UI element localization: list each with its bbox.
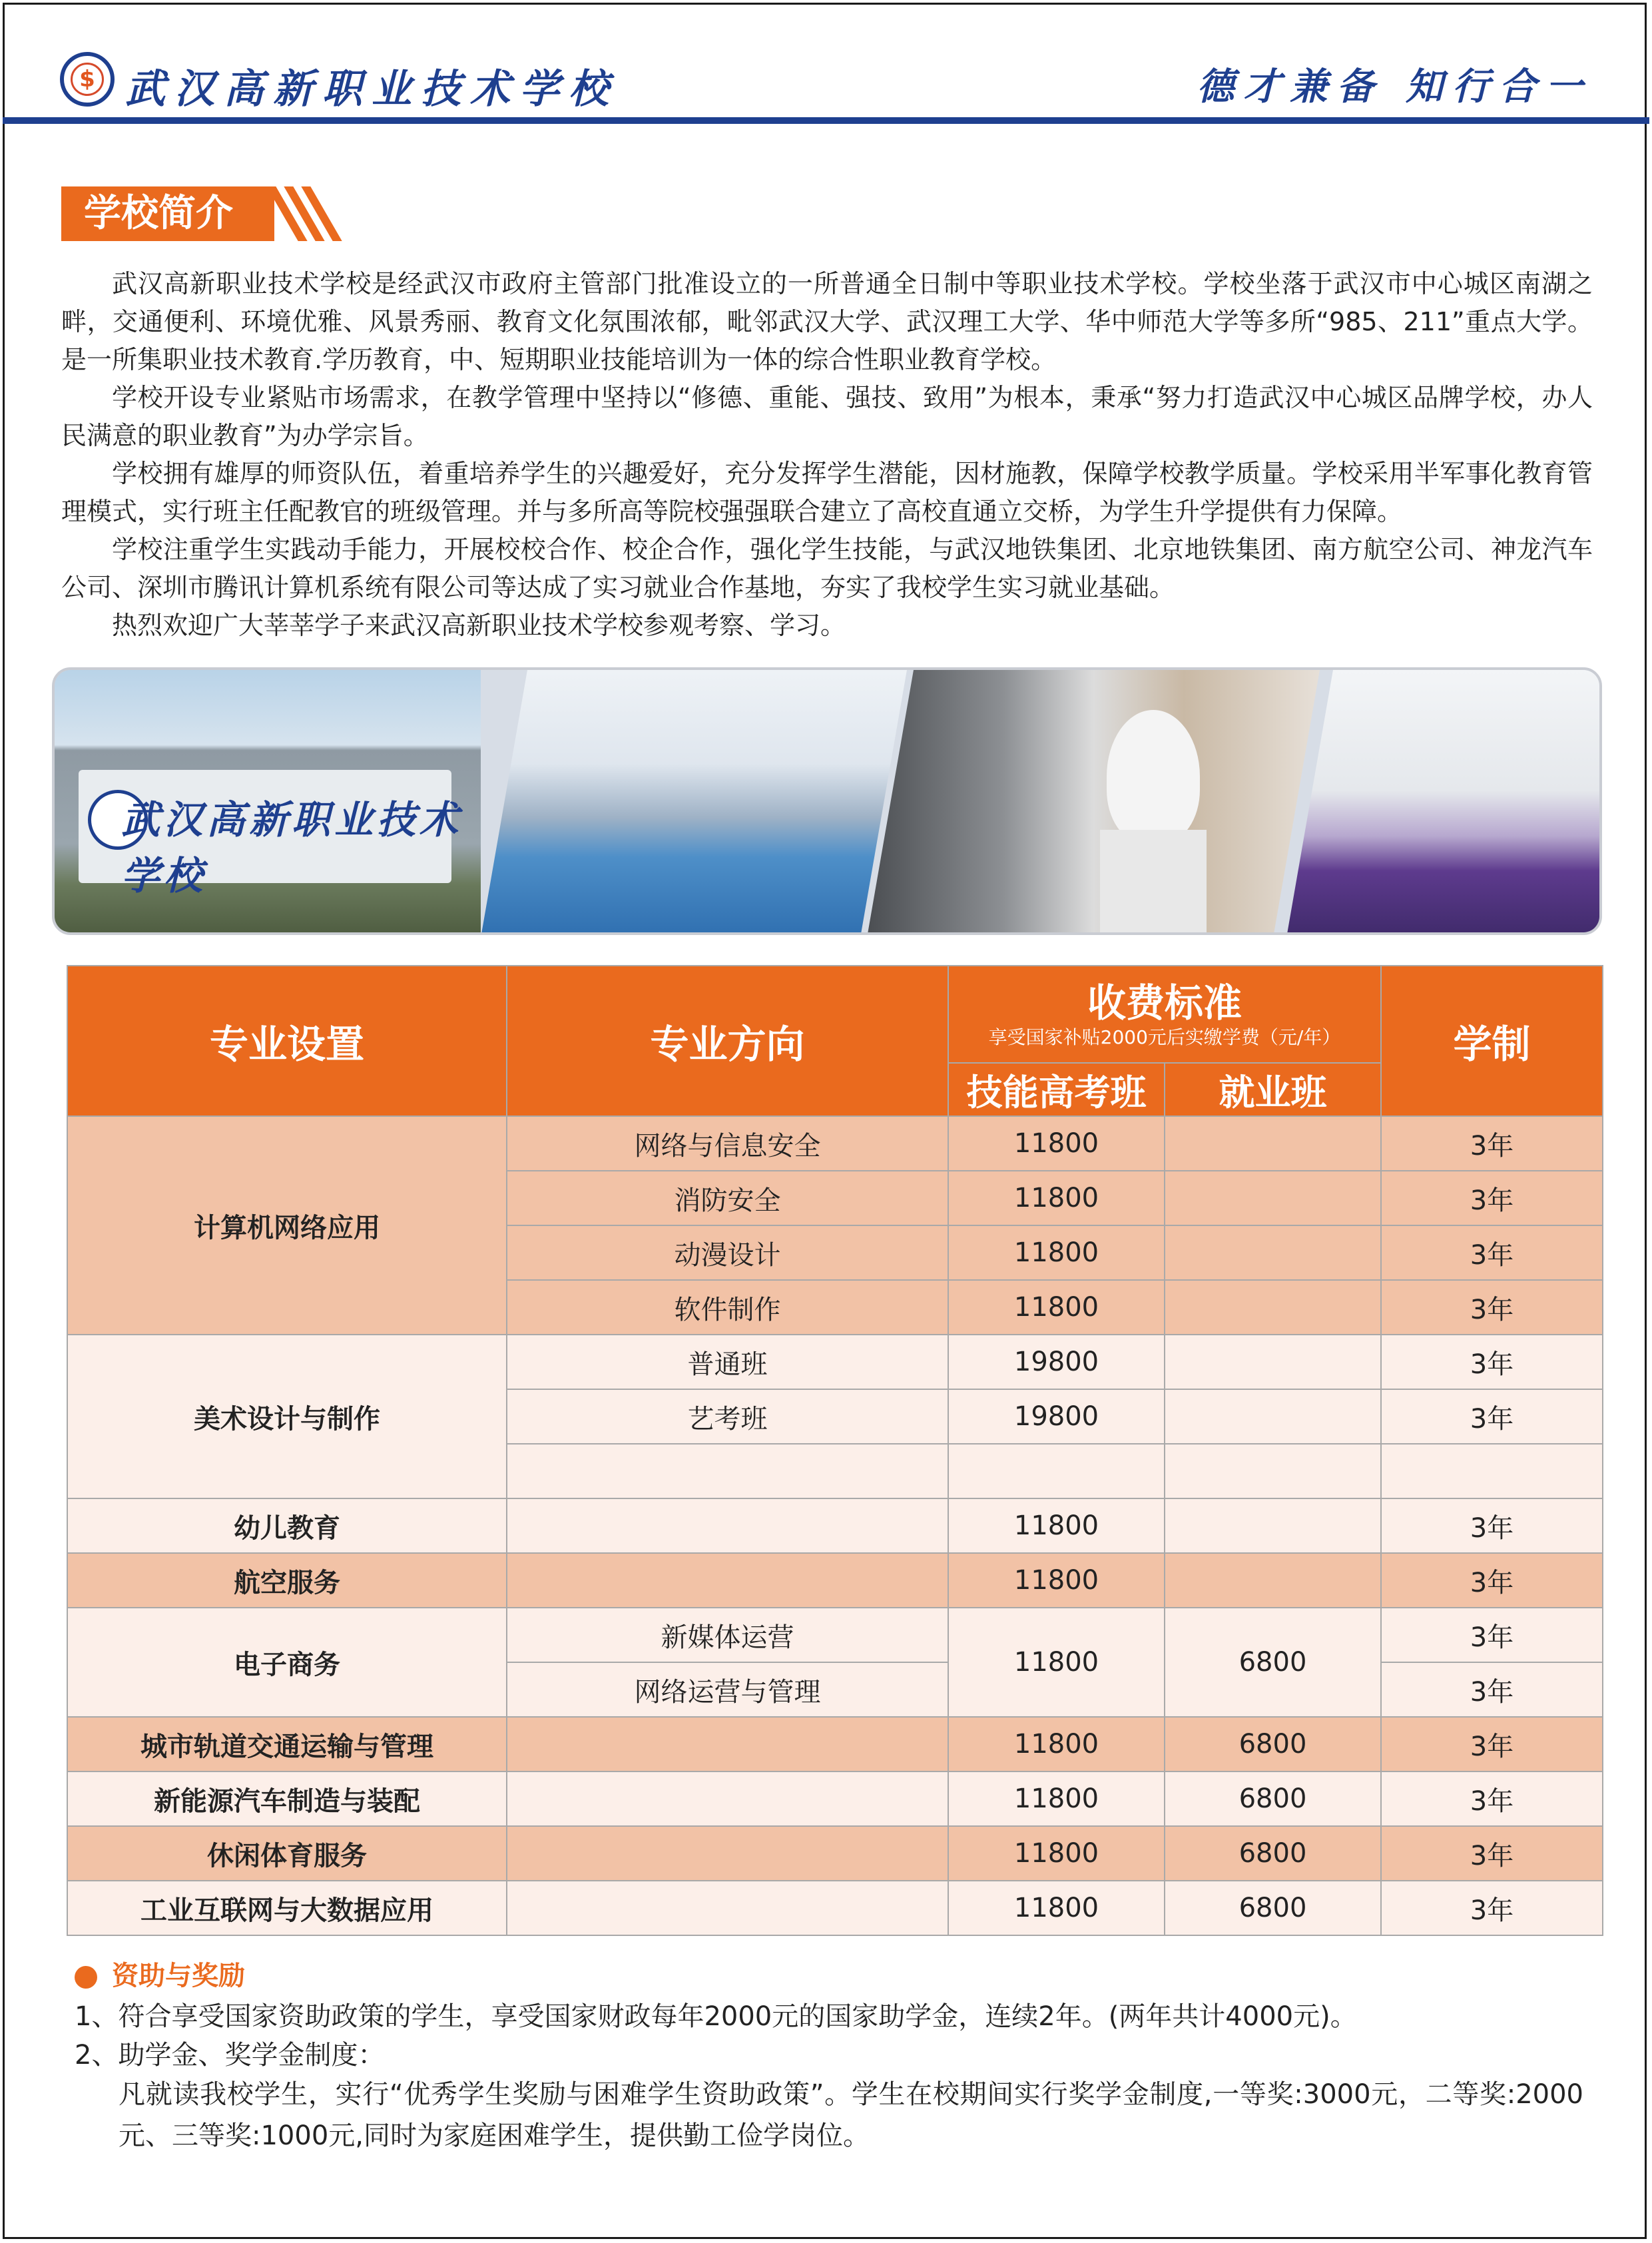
header-fee-note: 享受国家补贴2000元后实缴学费（元/年） (988, 1026, 1341, 1048)
job-fee-cell: 6800 (1165, 1608, 1381, 1717)
years-cell: 3年 (1381, 1662, 1603, 1717)
exam-fee-cell: 11800 (948, 1280, 1165, 1335)
table-row (67, 1553, 1603, 1608)
years-cell: 3年 (1381, 1335, 1603, 1389)
section-title: 学校简介 (61, 186, 274, 241)
major-cell: 美术设计与制作 (67, 1335, 507, 1498)
school-name: 武汉高新职业技术学校 (125, 66, 618, 113)
direction-cell (507, 1498, 948, 1553)
years-cell: 3年 (1381, 1116, 1603, 1171)
major-cell: 工业互联网与大数据应用 (67, 1881, 507, 1935)
bust-pedestal (1100, 830, 1207, 935)
exam-fee-cell: 11800 (948, 1225, 1165, 1280)
job-fee-cell (1165, 1116, 1381, 1171)
job-fee-cell (1165, 1225, 1381, 1280)
direction-cell: 网络与信息安全 (507, 1116, 948, 1171)
major-cell: 幼儿教育 (67, 1498, 507, 1553)
direction-cell: 消防安全 (507, 1171, 948, 1225)
header-duration: 学制 (1381, 966, 1603, 1116)
photo-hallway-bust (867, 670, 1320, 935)
years-cell: 3年 (1381, 1553, 1603, 1608)
direction-cell: 软件制作 (507, 1280, 948, 1335)
table-row (67, 1826, 1603, 1881)
direction-cell (507, 1826, 948, 1881)
aid-item-1: 1、符合享受国家资助政策的学生，享受国家财政每年2000元的国家助学金，连续2年。(两年共计4000元)。 (75, 2001, 1357, 2032)
direction-cell (507, 1553, 948, 1608)
direction-cell (507, 1771, 948, 1826)
years-cell: 3年 (1381, 1225, 1603, 1280)
exam-fee-cell: 11800 (948, 1881, 1165, 1935)
major-cell: 休闲体育服务 (67, 1826, 507, 1881)
job-fee-cell (1165, 1444, 1381, 1498)
table-row (67, 1881, 1603, 1935)
job-fee-cell (1165, 1553, 1381, 1608)
direction-cell: 艺考班 (507, 1389, 948, 1444)
exam-fee-cell: 11800 (948, 1608, 1165, 1717)
school-motto: 德才兼备 知行合一 (1197, 65, 1592, 109)
header-fee-title: 收费标准 (1087, 980, 1242, 1026)
years-cell: 3年 (1381, 1881, 1603, 1935)
header-fee (948, 966, 1381, 1063)
exam-fee-cell: 19800 (948, 1389, 1165, 1444)
job-fee-cell (1165, 1498, 1381, 1553)
header-exam-class: 技能高考班 (948, 1063, 1165, 1116)
table-row (67, 1116, 1603, 1171)
years-cell: 3年 (1381, 1771, 1603, 1826)
job-fee-cell (1165, 1280, 1381, 1335)
exam-fee-cell: 19800 (948, 1335, 1165, 1389)
bullet-dot-icon (75, 1966, 97, 1989)
exam-fee-cell: 11800 (948, 1171, 1165, 1225)
intro-text (61, 265, 1593, 645)
aid-item-2-detail: 凡就读我校学生，实行“优秀学生奖励与困难学生资助政策”。学生在校期间实行奖学金制度,一等奖:3000元，二等奖:2000元、三等奖:1000元,同时为家庭困难学生，提供勤工俭学岗位。 (119, 2079, 1583, 2151)
years-cell: 3年 (1381, 1389, 1603, 1444)
direction-cell (507, 1444, 948, 1498)
school-logo-icon (60, 52, 115, 107)
logo-mark: $ (79, 66, 95, 93)
major-cell: 电子商务 (67, 1608, 507, 1717)
table-row (67, 1717, 1603, 1771)
years-cell: 3年 (1381, 1171, 1603, 1225)
job-fee-cell: 6800 (1165, 1881, 1381, 1935)
campus-photo-strip (52, 667, 1602, 935)
years-cell: 3年 (1381, 1717, 1603, 1771)
exam-fee-cell: 11800 (948, 1771, 1165, 1826)
job-fee-cell (1165, 1171, 1381, 1225)
table-row (67, 1608, 1603, 1662)
years-cell: 3年 (1381, 1280, 1603, 1335)
header-job-class: 就业班 (1165, 1063, 1381, 1116)
photo-school-gate (55, 670, 481, 935)
exam-fee-cell (948, 1444, 1165, 1498)
job-fee-cell (1165, 1389, 1381, 1444)
major-cell: 新能源汽车制造与装配 (67, 1771, 507, 1826)
direction-cell: 网络运营与管理 (507, 1662, 948, 1717)
years-cell (1381, 1444, 1603, 1498)
exam-fee-cell: 11800 (948, 1498, 1165, 1553)
direction-cell: 新媒体运营 (507, 1608, 948, 1662)
exam-fee-cell: 11800 (948, 1826, 1165, 1881)
photo-auditorium (1286, 670, 1602, 935)
direction-cell (507, 1881, 948, 1935)
exam-fee-cell: 11800 (948, 1553, 1165, 1608)
header (0, 0, 1652, 127)
fee-table (67, 965, 1603, 1936)
bust-statue (1107, 710, 1200, 843)
aid-title: 资助与奖励 (112, 1961, 245, 1991)
intro-paragraph: 学校拥有雄厚的师资队伍，着重培养学生的兴趣爱好，充分发挥学生潜能，因材施教，保障学校教学质量。学校采用半军事化教育管理模式，实行班主任配教官的班级管理。并与多所高等院校强强联合建立了高校直通立交桥，为学生升学提供有力保障。 (61, 459, 1593, 526)
header-divider (3, 117, 1649, 124)
intro-paragraph: 热烈欢迎广大莘莘学子来武汉高新职业技术学校参观考察、学习。 (112, 611, 846, 640)
table-row (67, 1498, 1603, 1553)
major-cell: 计算机网络应用 (67, 1116, 507, 1335)
years-cell: 3年 (1381, 1608, 1603, 1662)
years-cell: 3年 (1381, 1498, 1603, 1553)
job-fee-cell: 6800 (1165, 1826, 1381, 1881)
job-fee-cell: 6800 (1165, 1771, 1381, 1826)
photo-training-workshop (481, 670, 907, 935)
direction-cell: 动漫设计 (507, 1225, 948, 1280)
job-fee-cell: 6800 (1165, 1717, 1381, 1771)
aid-item-2: 2、助学金、奖学金制度： (75, 2040, 385, 2071)
table-row (67, 1771, 1603, 1826)
table-row (67, 1335, 1603, 1389)
direction-cell: 普通班 (507, 1335, 948, 1389)
intro-paragraph: 学校注重学生实践动手能力，开展校校合作、校企合作，强化学生技能，与武汉地铁集团、北京地铁集团、南方航空公司、神龙汽车公司、深圳市腾讯计算机系统有限公司等达成了实习就业合作基地，夯实了我校学生实习就业基础。 (61, 535, 1593, 602)
major-cell: 城市轨道交通运输与管理 (67, 1717, 507, 1771)
header-direction: 专业方向 (507, 966, 948, 1116)
job-fee-cell (1165, 1335, 1381, 1389)
intro-paragraph: 武汉高新职业技术学校是经武汉市政府主管部门批准设立的一所普通全日制中等职业技术学校。学校坐落于武汉市中心城区南湖之畔，交通便利、环境优雅、风景秀丽、教育文化氛围浓郁，毗邻武汉大学、武汉理工大学、华中师范大学等多所“985、211”重点大学。是一所集职业技术教育.学历教育，中、短期职业技能培训为一体的综合性职业教育学校。 (61, 269, 1593, 374)
years-cell: 3年 (1381, 1826, 1603, 1881)
intro-paragraph: 学校开设专业紧贴市场需求，在教学管理中坚持以“修德、重能、强技、致用”为根本，秉承“努力打造武汉中心城区品牌学校，办人民满意的职业教育”为办学宗旨。 (61, 383, 1593, 450)
title-stripes-icon (274, 186, 341, 241)
direction-cell (507, 1717, 948, 1771)
exam-fee-cell: 11800 (948, 1116, 1165, 1171)
header-major: 专业设置 (67, 966, 507, 1116)
sign-text: 武汉高新职业技术学校 (121, 797, 463, 898)
major-cell: 航空服务 (67, 1553, 507, 1608)
exam-fee-cell: 11800 (948, 1717, 1165, 1771)
